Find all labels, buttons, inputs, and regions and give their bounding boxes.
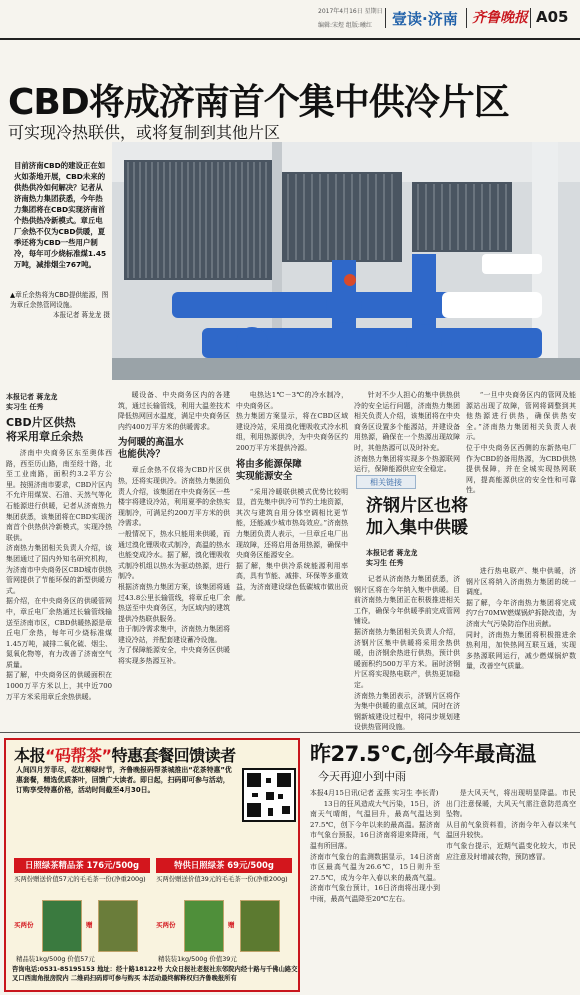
pipe-facility-illustration	[112, 142, 580, 380]
article-column-5	[466, 390, 576, 495]
caption-text: ▲章丘余热将为CBD提供能源，图为章丘余热管网设施。	[10, 291, 109, 309]
article-text: “采用冷暖联供模式优势比较明显，首先集中供冷可节约土地资源，其次与建筑自用分体空调相比更节能，还能减少城市热岛效应。”济南热力集团负责人表示，一旦章丘电厂出现故障，还将启用备用热源，确保中央商务区能源安全。 据了解，集中供冷系统能源利用率高，具有节能、减排、环保等多重效益，为济南建设绿色低碳城市做出贡献。	[236, 487, 348, 602]
related-text: 记者从济南热力集团获悉，济钢片区将在今年纳入集中供暖。目前济南热力集团正在积极推进相关工作，确保今年供暖季前完成管网铺设。 据济南热力集团相关负责人介绍，济钢片区集中供暖将采用余热供暖，由济钢余热进行供热，预计供暖面积约500万平方米。届时济钢片区将实现热电联产，供热更加稳定。 济南热力集团表示，济钢片区将作为集中供暖的重点区域，同时在济钢新城建设过程中，将同步规划建设供热管网设施。	[354, 575, 460, 732]
article-text: 电热达1℃－3℃的冷水制冷，中央商务区。 热力集团方案显示，将在CBD区域建设冷站，采用溴化锂吸收式冷水机组，利用热源供冷，为中央商务区约200万平方米提供冷源。	[236, 391, 348, 452]
related-column-2	[466, 566, 576, 728]
weather-column-2	[446, 788, 576, 992]
product-label-2: 精装装1kg/500g 价值39元	[158, 955, 237, 963]
gift-tag: 赠	[86, 921, 93, 929]
news-photo	[112, 142, 580, 380]
weather-byline-text: 本报4月15日讯(记者 孟燕 实习生 李长青)	[310, 789, 439, 797]
article-text: 针对不少人担心的集中供热供冷的安全运行问题，济南热力集团相关负责人介绍，该集团将在中央商务区设置多个能源站，并建设备用热源，确保在一个热源出现故障时，其他热源可以及时补充。 济南热力集团将实现多个热源联网运行，保障能源供应安全稳定。	[354, 391, 460, 474]
header-divider	[385, 8, 386, 28]
tea-gift-image	[240, 900, 280, 952]
section-name: 壹读·济南	[392, 10, 458, 28]
tea-box-image	[42, 900, 82, 952]
related-link-tag: 相关链接	[356, 475, 416, 489]
related-text: 进行热电联产、集中供暖，济钢片区将纳入济南热力集团的统一调度。 据了解，今年济南热力集团将完成约7台70MW燃煤锅炉拆除改造，为济南大气污染防治作出贡献。 同时，济南热力集团将积极推进余热利用，加快热网互联互通，实现多热源联网运行，减少燃煤锅炉数量，改善空气质量。	[466, 567, 576, 671]
offer-text-1: 买两份赠送价值57元的毛毛茶一份(净重200g)	[14, 875, 146, 883]
article-byline: 本报记者 蒋龙龙 实习生 任秀	[6, 393, 58, 411]
section-divider	[0, 732, 580, 733]
subheadline: 可实现冷热联供，或将复制到其他片区	[8, 123, 281, 142]
related-byline: 本报记者 蒋龙龙 实习生 任秀	[366, 549, 418, 567]
ad-title	[14, 743, 236, 766]
related-column-1	[354, 574, 460, 732]
product-label-1: 精品装1kg/500g 价值57元	[16, 955, 95, 963]
tea-can-image	[184, 900, 224, 952]
header-divider	[466, 8, 467, 28]
page-number: A05	[536, 8, 569, 26]
photo-credit: 本报记者 蒋龙龙 摄	[53, 311, 110, 319]
section-heading: CBD片区供热 将采用章丘余热	[6, 416, 83, 443]
qr-code-icon[interactable]	[242, 768, 296, 822]
price-bar-2: 特供日照绿茶 69元/500g	[156, 858, 292, 873]
price-bar-1: 日照绿茶精品茶 176元/500g	[14, 858, 150, 873]
issue-date: 2017年4月16日 星期日	[318, 8, 383, 15]
article-text: “一旦中央商务区内的管网及能源站出现了故障，管网将调整到其他热源进行供热，确保供热安全。”济南热力集团相关负责人表示。 位于中央商务区西侧的东新热电厂作为CBD的备用热源，为CBD供热提供保障，并在全城实现热网联网，提高能源供应的安全性和可靠性。	[466, 391, 576, 495]
newspaper-logo: 齐鲁晚报	[472, 10, 528, 26]
article-text: 暖设备、中央商务区内的各建筑，通过长输管线，利用大温差技术降低热网回水温度，满足中央商务区内约400万平方米的供暖需求。	[118, 391, 230, 431]
article-column-2	[118, 390, 230, 728]
weather-text: 是大风天气，将出现明显降温。市民出门注意保暖，大风天气需注意防范高空坠物。 从目前气象资料看，济南今年入春以来气温回升较快。 市气象台提示，近期气温变化较大，市民应注意及时增减衣物，预防感冒。	[446, 789, 576, 861]
section-heading: 为何暖的高温水 也能供冷？	[118, 437, 184, 461]
editor-credits: 编辑:宋煜 组版:曦红	[318, 22, 372, 29]
ad-contact: 咨询电话:0531-85195153 地址：经十路18122号 大众日报社老报社东邻院内经十路与千佛山路交叉口西南角报房院内 二维码扫码即可参与购买 本活动最终解释权归齐鲁晚报所有	[12, 966, 298, 982]
header-divider	[530, 8, 531, 28]
ad-title-brand: “码帮茶”	[45, 746, 112, 765]
lead-summary	[0, 160, 110, 270]
photo-caption	[10, 290, 110, 320]
weather-byline	[310, 788, 440, 799]
tea-advertisement	[4, 738, 300, 992]
buy-two-tag: 买两份	[156, 921, 176, 929]
article-column-4	[354, 390, 460, 474]
article-text: 济南中央商务区东至奥体西路，西至历山路，南至经十路，北至工业南路，面积约3.2平方公里。按照济南市要求，CBD片区内不允许用煤炭、石油、天然气等化石能源进行供暖，记者从济南热力集团获悉，该集团将在CBD实现济南首个供热供冷新模式，实现冷热联供。 济南热力集团相关负责人介绍，该集团通过了国内外知名研究机构，为济南市中央商务区CBD城市供热管网提供了节能环保的新型供暖方式。 据介绍，在中央商务区的供暖管网中，章丘电厂余热通过长输管线输送至济南市区，CBD供暖热源是章丘电厂余热，每年可少烧标准煤1.45万吨，减排二氧化硫、烟尘、氮氧化物等，有力改善了济南空气质量。 据了解，中央商务区的供暖面积在1000万平方米以上，其中近700万平方米采用章丘余热供暖。	[6, 449, 112, 701]
weather-headline: 昨27.5℃,创今年最高温	[310, 742, 536, 766]
article-column-3	[236, 390, 348, 728]
headline: CBD将成济南首个集中供冷片区	[8, 82, 509, 123]
gift-tag: 赠	[228, 921, 235, 929]
tea-gift-image	[98, 900, 138, 952]
summary-text: 目前济南CBD的建设正在如火如荼地开展，CBD未来的供热供冷如何解决？记者从济南热力集团获悉，今年热力集团将在CBD实现济南首个热供热冷新模式。章丘电厂余热不仅为CBD供暖，夏季还将为CBD一些用户制冷，每年可少烧标准煤1.45万吨，减排烟尘767吨。	[14, 161, 107, 269]
weather-subheadline: 今天再迎小到中雨	[318, 770, 406, 783]
buy-two-tag: 买两份	[14, 921, 34, 929]
section-heading: 将由多能源保障 实现能源安全	[236, 458, 302, 482]
article-column-1	[6, 392, 112, 728]
weather-column-1	[310, 788, 440, 992]
weather-text: 13日的狂风造成大气污染，15日，济南天气晴朗，气温回升，最高气温达到27.5℃，创下今年以来的最高温。据济南市气象台预报，16日济南将迎来降雨，气温有所回落。 济南市气象台的监测数据显示，14日济南市区最高气温为26.6℃，15日则升至27.5℃，成为今年入春以来的最高气温。济南市气象台预计，16日济南将出现小到中雨，最高气温降至20℃左右。	[310, 799, 440, 903]
article-text: 章丘余热不仅将为CBD片区供热，还将实现供冷。济南热力集团负责人介绍，该集团在中央商务区一些楼宇将建设冷站，利用夏季的余热实现制冷，可满足约200万平方米的供冷需求。 一般情况下，热水只能用来供暖，而通过溴化锂吸收式制冷，高温的热水也能变成冷水。据了解，溴化锂吸收式制冷机组以热水为驱动热源，进行制冷。 根据济南热力集团方案，该集团将通过43.8公里长输管线，将章丘电厂余热送至中央商务区，为区域内的建筑提供冷热联供服务。 由于制冷需求集中，济南热力集团将建设冷站，并配套建设蓄冷设施。 为了保障能源安全，中央商务区供暖将实现多热源互补。	[118, 466, 230, 666]
offer-text-2: 买两份赠送价值39元的毛毛茶一份(净重200g)	[156, 875, 288, 883]
related-headline: 济钢片区也将 加入集中供暖	[366, 496, 468, 538]
ad-description: 人间四月芳菲尽，花红柳绿时节，齐鲁晚报码帮茶城推出“花茶特惠”优惠套餐，精选优质茶叶，回馈广大读者。即日起，扫码即可参与活动，订购享受特惠价格，活动时间截至4月30日。	[16, 766, 232, 794]
ad-title-suffix: 特惠套餐回馈读者	[111, 746, 236, 765]
ad-title-prefix: 本报	[14, 746, 46, 765]
page-header	[0, 0, 580, 40]
